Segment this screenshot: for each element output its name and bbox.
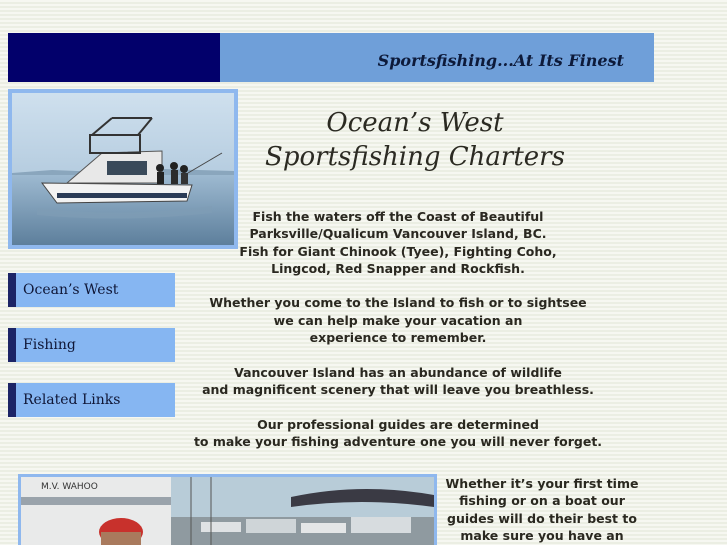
side-nav [8,273,175,438]
marina-fisherman-photo [21,477,434,545]
intro-line: we can help make your vacation an [273,312,523,328]
intro-text [188,208,608,450]
site-title [250,106,580,174]
intro-line: and magnificent scenery that will leave you breathless. [202,381,594,397]
intro-line: Vancouver Island has an abundance of wildlife [234,364,562,380]
bottom-line: fishing or on a boat our [459,493,625,509]
marina-photo-frame [18,474,437,545]
intro-line: Lingcod, Red Snapper and Rockfish. [271,260,525,276]
intro-line: Our professional guides are determined [257,416,539,432]
intro-line: Fish for Giant Chinook (Tyee), Fighting Coho, [239,243,557,259]
bottom-text [442,475,642,544]
header-dark-block [8,33,220,82]
intro-line: Whether you come to the Island to fish or to sightsee [209,295,587,311]
intro-line: Fish the waters off the Coast of Beautiful [252,209,544,224]
bottom-line: Whether it’s your first time [445,476,639,491]
header-light-block [220,33,654,82]
title-line-1: Ocean’s West [326,108,504,138]
intro-line: Parksville/Qualicum Vancouver Island, BC. [249,226,547,242]
tagline: Sportsfishing...At Its Finest [377,51,624,70]
bottom-line: make sure you have an [460,527,624,543]
header-banner [8,33,654,82]
nav-item-oceans-west[interactable]: Ocean’s West [8,273,175,307]
nav-item-fishing[interactable]: Fishing [8,328,175,362]
title-line-2: Sportsfishing Charters [265,142,565,172]
intro-line: experience to remember. [309,330,487,346]
intro-line: to make your fishing adventure one you will never forget. [193,433,603,449]
svg-text:M.V. WAHOO: M.V. WAHOO [41,482,98,492]
nav-item-related-links[interactable]: Related Links [8,383,175,417]
bottom-line: guides will do their best to [447,510,637,526]
